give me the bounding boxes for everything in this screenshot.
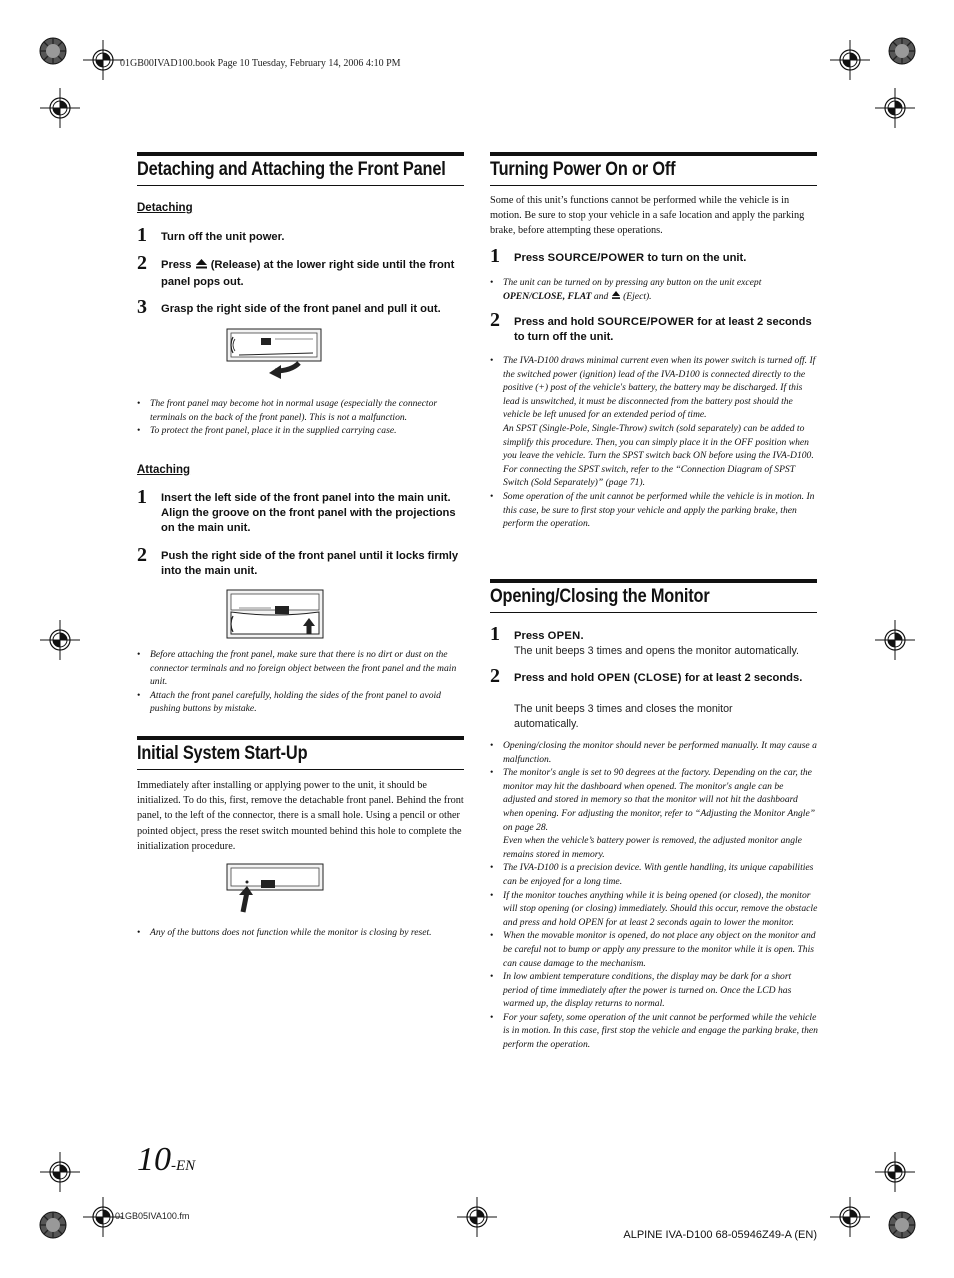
note-item: • Opening/closing the monitor should never be performed manually. It may cause a malfunction. [490, 739, 818, 766]
open-close-key: OPEN (CLOSE) [597, 672, 682, 684]
notes-list [490, 354, 818, 531]
section-header-monitor [490, 579, 817, 613]
release-icon [195, 258, 208, 275]
step-number: 1 [137, 224, 147, 246]
note-item: • The monitor's angle is set to 90 degrees at the factory. Depending on the car, the monitor may hit the dashboard when opened. The monitor's angle can be adjusted and stored in memory so that the monitor will not hit the dashboard when opening. For adjusting the monitor, refer to “Adjusting the Monitor Angle” on page 28. [490, 766, 818, 834]
book-file-info: 01GB00IVAD100.book Page 10 Tuesday, February 14, 2006 4:10 PM [120, 58, 401, 69]
section-title: Turning Power On or Off [490, 159, 676, 180]
registration-mark [875, 1152, 915, 1192]
section-header-startup [137, 736, 464, 770]
step-text: Press and hold OPEN (CLOSE) for at least 2 seconds. [514, 672, 803, 684]
registration-mark [83, 40, 123, 80]
step-text: Press OPEN. [514, 630, 584, 642]
front-panel-attach-illustration [225, 588, 325, 640]
section-header-detach [137, 152, 464, 186]
note-item: • To protect the front panel, place it in the supplied carrying case. [137, 424, 459, 438]
notes-list [137, 648, 464, 716]
notes-list [490, 739, 818, 1052]
note-item: • The IVA-D100 draws minimal current even when its power switch is turned off. If the switched power (ignition) lead of the IVA-D100 is connected directly to the positive (+) post of the vehicle's battery, the battery may be discharged. If this lead is unswitched, it must be disconnected from the battery post should the vehicle be left unused for an extended period of time. [490, 354, 818, 422]
section-title: Opening/Closing the Monitor [490, 586, 710, 607]
color-registration-mark [33, 1205, 73, 1245]
note-item: • For your safety, some operation of the unit cannot be performed while the vehicle is in motion. In this case, first stop the vehicle and engage the parking brake, then perform the operation. [490, 1011, 818, 1052]
note-item: • If the monitor touches anything while it is being opened (or closed), the monitor will stop opening (or closing) immediately. Should this occur, remove the obstacle and press and hold OPEN for at least 2 seconds again to lower the monitor. [490, 889, 818, 930]
reset-switch-illustration [225, 862, 325, 914]
notes-list [137, 926, 464, 940]
step-detail: The unit beeps 3 times and closes the monitor automatically. [514, 703, 733, 730]
step-number: 1 [490, 245, 500, 267]
step-number: 3 [137, 296, 147, 318]
step-number: 2 [137, 252, 147, 274]
note-item: • The front panel may become hot in normal usage (especially the connector terminals on the back of the front panel). This is not a malfunction. [137, 397, 459, 424]
source-power-key: SOURCE/POWER [597, 316, 695, 328]
color-registration-mark [882, 1205, 922, 1245]
registration-mark [40, 88, 80, 128]
step-text: Press SOURCE/POWER to turn on the unit. [514, 252, 747, 264]
note-item: • Some operation of the unit cannot be performed while the vehicle is in motion. In this case, be sure to first stop your vehicle and apply the parking brake, then perform the operation. [490, 490, 818, 531]
registration-mark [40, 1152, 80, 1192]
startup-body: Immediately after installing or applying power to the unit, it should be initialized. To do this, first, remove the detachable front panel. Behind the front panel, to the left of the connector, there is a small hole. Using a pencil or other pointed object, press the reset switch mounted behind this hole to complete the initialization procedure. [137, 780, 464, 852]
registration-mark [40, 620, 80, 660]
subheading-attaching: Attaching [137, 464, 191, 476]
step-text: Push the right side of the front panel until it locks firmly into the main unit. [161, 550, 459, 577]
note-item: • In low ambient temperature conditions, the display may be dark for a short period of time immediately after the power is turned on. Once the LCD has warmed up, the display returns to normal. [490, 970, 818, 1011]
eject-icon [611, 290, 621, 305]
note-item: • The IVA-D100 is a precision device. With gentle handling, its unique capabilities can be enjoyed for a long time. [490, 861, 818, 888]
color-registration-mark [882, 31, 922, 71]
registration-mark [457, 1197, 497, 1237]
note-item-continued: Even when the vehicle’s battery power is removed, the adjusted monitor angle remains stored in memory. [503, 835, 802, 860]
model-code: ALPINE IVA-D100 68-05946Z49-A (EN) [623, 1229, 817, 1241]
subheading-detaching: Detaching [137, 202, 193, 214]
step-number: 1 [490, 623, 500, 645]
front-panel-detach-illustration [225, 327, 323, 383]
step-number: 2 [490, 309, 500, 331]
step-detail: The unit beeps 3 times and opens the monitor automatically. [514, 645, 799, 657]
open-key: OPEN [547, 630, 581, 642]
step-text: Press and hold SOURCE/POWER for at least 2 seconds to turn off the unit. [514, 316, 812, 343]
step-number: 2 [490, 665, 500, 687]
page-number: 10-EN [137, 1141, 196, 1178]
power-body: Some of this unit’s functions cannot be performed while the vehicle is in motion. Be sure to stop your vehicle in a safe location and apply the parking brake, before attempting these operations. [490, 195, 805, 237]
registration-mark [830, 40, 870, 80]
note-item: • Before attaching the front panel, make sure that there is no dirt or dust on the connector terminals and no foreign object between the front panel and the main unit. [137, 648, 464, 689]
color-registration-mark [33, 31, 73, 71]
source-power-key: SOURCE/POWER [547, 252, 645, 264]
fm-file-name: 01GB05IVA100.fm [115, 1211, 190, 1221]
step-number: 1 [137, 486, 147, 508]
registration-mark [875, 88, 915, 128]
notes-list [137, 397, 459, 438]
step-text: Turn off the unit power. [161, 231, 285, 243]
section-header-power [490, 152, 817, 186]
step-text: Insert the left side of the front panel into the main unit. Align the groove on the front panel with the projections on the main unit. [161, 492, 456, 534]
note-item: • Attach the front panel carefully, holding the sides of the front panel to avoid pushing buttons by mistake. [137, 689, 464, 716]
note-item: • Any of the buttons does not function while the monitor is closing by reset. [137, 926, 464, 940]
section-title: Initial System Start-Up [137, 743, 308, 764]
step-text: Grasp the right side of the front panel and pull it out. [161, 303, 441, 315]
notes-list [490, 276, 818, 304]
note-item: • The unit can be turned on by pressing any button on the unit except OPEN/CLOSE, FLAT and (Eject). [490, 276, 818, 304]
registration-mark [875, 620, 915, 660]
step-text: Press (Release) at the lower right side until the front panel pops out. [161, 259, 455, 288]
registration-mark [830, 1197, 870, 1237]
note-item: • When the movable monitor is opened, do not place any object on the monitor and be careful not to bump or apply any pressure to the monitor while it is open. This can cause damage to the mechanism. [490, 929, 818, 970]
step-number: 2 [137, 544, 147, 566]
note-item-continued: An SPST (Single-Pole, Single-Throw) switch (sold separately) can be added to simplify this procedure. Then, you can simply place it in the OFF position when you leave the vehicle. Turn the SPST switch back ON before using the IVA-D100. For connecting the SPST switch, refer to the “Connection Diagram of SPST Switch (Sold Separately)” (page 71). [503, 422, 814, 489]
section-title: Detaching and Attaching the Front Panel [137, 159, 446, 180]
